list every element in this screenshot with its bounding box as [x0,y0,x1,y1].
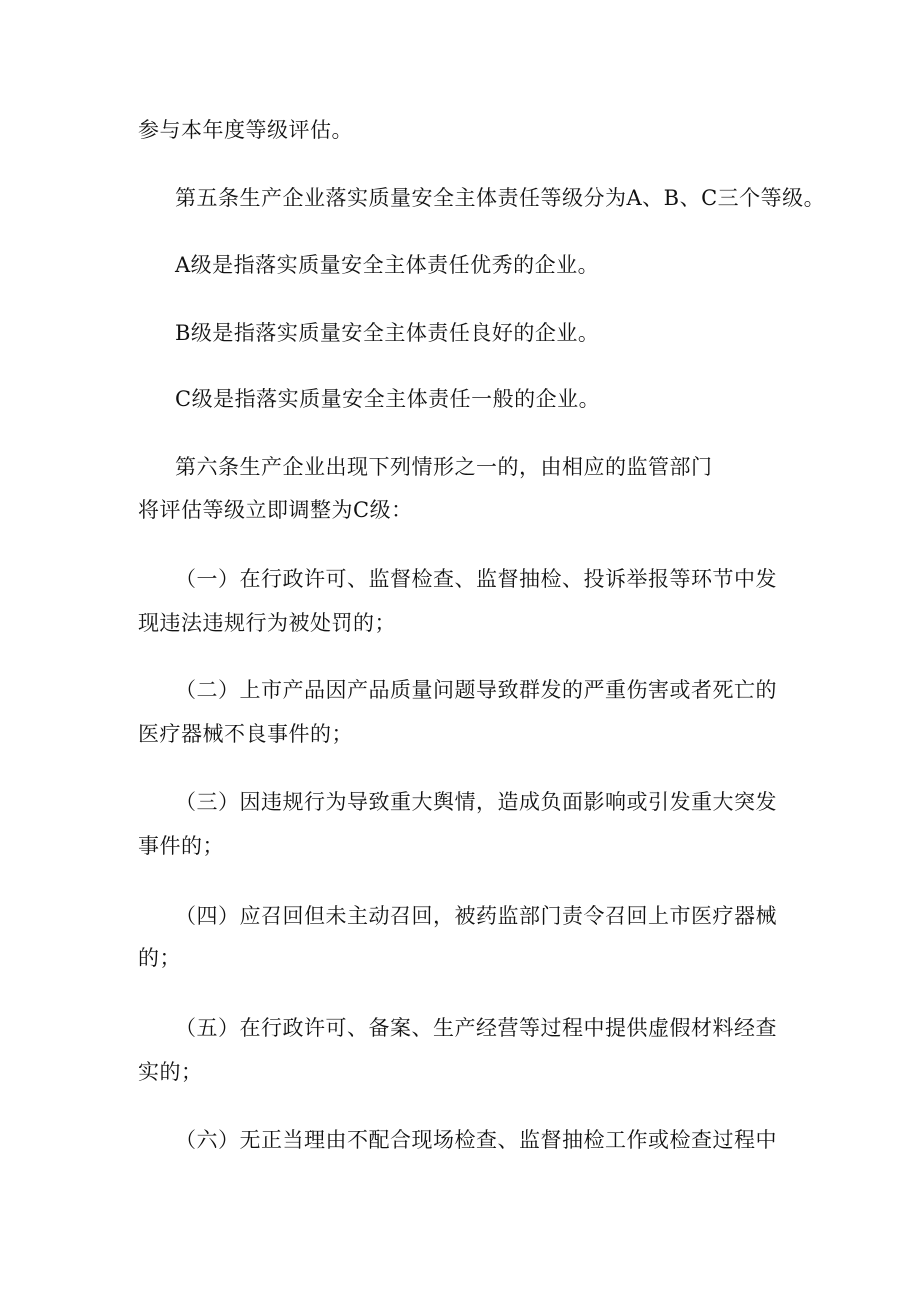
list-item-2: （二）上市产品因产品质量问题导致群发的严重伤害或者死亡的 [175,678,777,702]
article-6-heading: 第六条生产企业出现下列情形之一的，由相应的监管部门 [175,455,713,479]
list-item-5: （五）在行政许可、备案、生产经营等过程中提供虚假材料经查 [175,1016,777,1040]
list-item-4-continuation: 的； [138,946,181,970]
paragraph-line: 将评估等级立即调整为C级： [138,498,413,522]
grade-c-definition: C级是指落实质量安全主体责任一般的企业。 [175,387,601,411]
article-5-heading: 第五条生产企业落实质量安全主体责任等级分为A、B、C三个等级。 [175,186,826,210]
list-item-6: （六）无正当理由不配合现场检查、监督抽检工作或检查过程中 [175,1128,777,1152]
list-item-1: （一）在行政许可、监督检查、监督抽检、投诉举报等环节中发 [175,567,777,591]
list-item-1-continuation: 现违法违规行为被处罚的； [138,611,396,635]
paragraph-line: 参与本年度等级评估。 [138,118,353,142]
grade-a-definition: A级是指落实质量安全主体责任优秀的企业。 [175,253,600,277]
list-item-5-continuation: 实的； [138,1060,203,1084]
grade-b-definition: B级是指落实质量安全主体责任良好的企业。 [175,321,600,345]
list-item-2-continuation: 医疗器械不良事件的； [138,722,353,746]
list-item-4: （四）应召回但未主动召回，被药监部门责令召回上市医疗器械 [175,904,777,928]
list-item-3: （三）因违规行为导致重大舆情，造成负面影响或引发重大突发 [175,790,777,814]
list-item-3-continuation: 事件的； [138,834,224,858]
